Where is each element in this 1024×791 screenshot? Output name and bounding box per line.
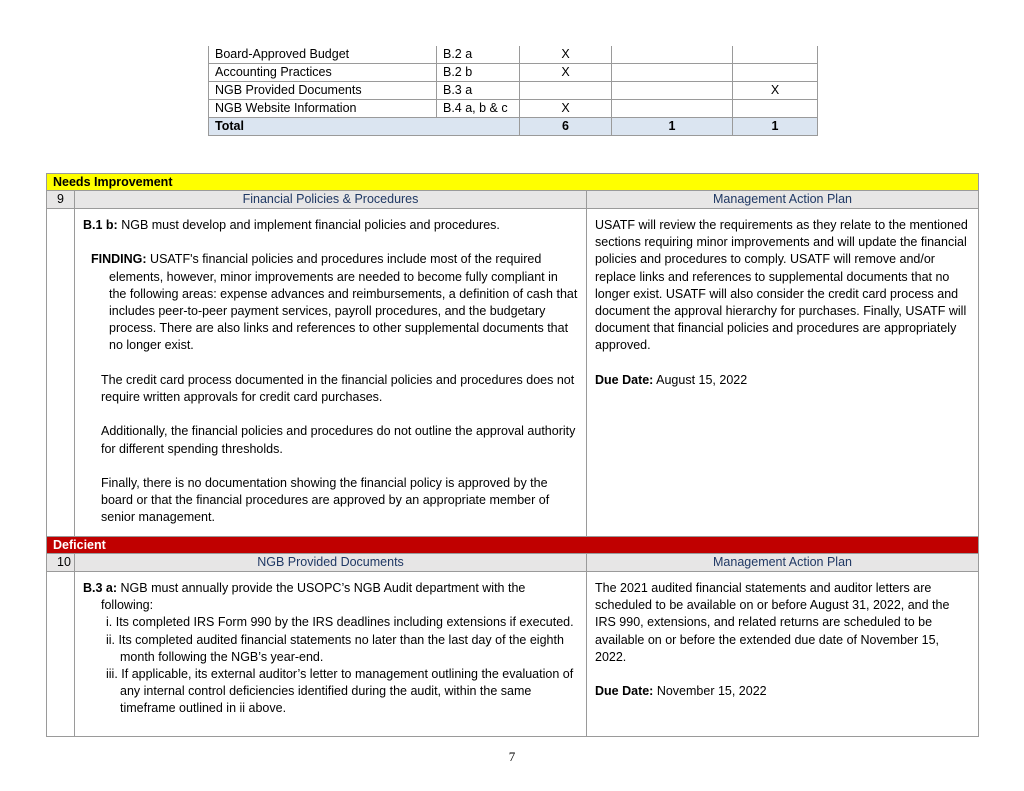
needs-improvement-band: Needs Improvement	[47, 174, 979, 191]
blank-cell	[47, 572, 75, 737]
section-header-row	[47, 191, 979, 209]
list-item: ii. Its completed audited financial statements no later than the last day of the eighth month following the NGB’s year-end.	[106, 632, 564, 664]
list-item: i. Its completed IRS Form 990 by the IRS deadlines including extensions if executed.	[106, 615, 574, 630]
summary-col1-cell: X	[520, 46, 612, 64]
action-plan-cell	[587, 209, 979, 537]
total-col3: 1	[733, 118, 818, 136]
summary-ref-cell: B.3 a	[437, 82, 520, 100]
summary-table	[208, 46, 818, 136]
list-item: iii. If applicable, its external auditor’s letter to management outlining the evaluation of any internal control deficiencies identified during the audit, within the same timeframe outlined in ii above.	[106, 667, 574, 716]
finding-body-row	[47, 572, 979, 737]
finding-label: FINDING:	[91, 252, 147, 267]
summary-col3-cell	[733, 64, 818, 82]
table-row	[209, 64, 818, 82]
finding-number: 10	[47, 554, 75, 572]
finding-detail-cell	[75, 572, 587, 737]
summary-col2-cell	[612, 82, 733, 100]
summary-name-cell: NGB Provided Documents	[209, 82, 437, 100]
due-date-label: Due Date:	[595, 372, 654, 387]
finding-number: 9	[47, 191, 75, 209]
summary-col1-cell: X	[520, 64, 612, 82]
finding-paragraph-4: Finally, there is no documentation showing the financial policy is approved by the board or that the financial procedures are approved by an appropriate member of senior management.	[101, 475, 550, 525]
summary-col2-cell	[612, 64, 733, 82]
finding-paragraph	[83, 251, 578, 354]
deficient-band: Deficient	[47, 537, 979, 554]
deficient-row	[47, 537, 979, 554]
action-plan-cell	[587, 572, 979, 737]
requirement-text	[83, 217, 578, 234]
requirement-label: B.1 b:	[83, 218, 118, 232]
requirement-body: NGB must annually provide the USOPC’s NGB Audit department with the following:	[101, 581, 526, 613]
finding-body-row	[47, 209, 979, 537]
summary-ref-cell: B.2 a	[437, 46, 520, 64]
requirement-body: NGB must develop and implement financial policies and procedures.	[117, 218, 500, 232]
action-plan-header: Management Action Plan	[587, 191, 979, 209]
summary-ref-cell: B.4 a, b & c	[437, 100, 520, 118]
total-col2: 1	[612, 118, 733, 136]
due-date	[595, 683, 970, 700]
summary-col2-cell	[612, 46, 733, 64]
due-date-value: August 15, 2022	[653, 372, 748, 387]
due-date-label: Due Date:	[595, 684, 654, 699]
summary-col2-cell	[612, 100, 733, 118]
summary-name-cell: Board-Approved Budget	[209, 46, 437, 64]
summary-col3-cell: X	[733, 82, 818, 100]
findings-table	[46, 173, 979, 737]
summary-col1-cell: X	[520, 100, 612, 118]
due-date	[595, 372, 970, 389]
action-plan-text: USATF will review the requirements as they relate to the mentioned sections requiring minor improvements and will update the financial policies and procedures to comply. USATF will remove and/or replace links and references to supplemental documents that no longer exist. USATF will also consider the credit card process and document the approval hierarchy for purchases. Finally, USATF will document that financial policies and procedures are appropriately approved.	[595, 218, 968, 353]
needs-improvement-row	[47, 174, 979, 191]
blank-cell	[47, 209, 75, 537]
finding-detail-cell	[75, 209, 587, 537]
requirement-text	[83, 580, 578, 614]
finding-title: Financial Policies & Procedures	[75, 191, 587, 209]
summary-col1-cell	[520, 82, 612, 100]
action-plan-text: The 2021 audited financial statements and auditor letters are scheduled to be available on or before August 31, 2022, and the IRS 990, extensions, and related returns are scheduled to be available on or before the extended due date of November 15, 2022.	[595, 581, 950, 664]
table-row	[209, 46, 818, 64]
finding-title: NGB Provided Documents	[75, 554, 587, 572]
page-number: 7	[508, 749, 516, 764]
table-row	[209, 82, 818, 100]
finding-paragraph-3: Additionally, the financial policies and procedures do not outline the approval authority for different spending thresholds.	[101, 424, 576, 456]
finding-body: USATF's financial policies and procedures include most of the required elements, however, minor improvements are needed to become fully compliant in the following areas: expense advances and reimbursements, a definition of cash that includes peer-to-peer payment services, payroll procedures, and the budgetary process. There are also links and references to other supplemental documents that no longer exist.	[109, 252, 578, 353]
table-row	[209, 100, 818, 118]
total-col1: 6	[520, 118, 612, 136]
summary-col3-cell	[733, 100, 818, 118]
summary-ref-cell: B.2 b	[437, 64, 520, 82]
due-date-value: November 15, 2022	[653, 684, 767, 699]
section-header-row	[47, 554, 979, 572]
summary-col3-cell	[733, 46, 818, 64]
summary-name-cell: Accounting Practices	[209, 64, 437, 82]
summary-name-cell: NGB Website Information	[209, 100, 437, 118]
summary-total-row	[209, 118, 818, 136]
finding-paragraph-2: The credit card process documented in the financial policies and procedures does not require written approvals for credit card purchases.	[101, 372, 575, 404]
action-plan-header: Management Action Plan	[587, 554, 979, 572]
total-label: Total	[209, 118, 520, 136]
requirement-label: B.3 a:	[83, 581, 118, 595]
